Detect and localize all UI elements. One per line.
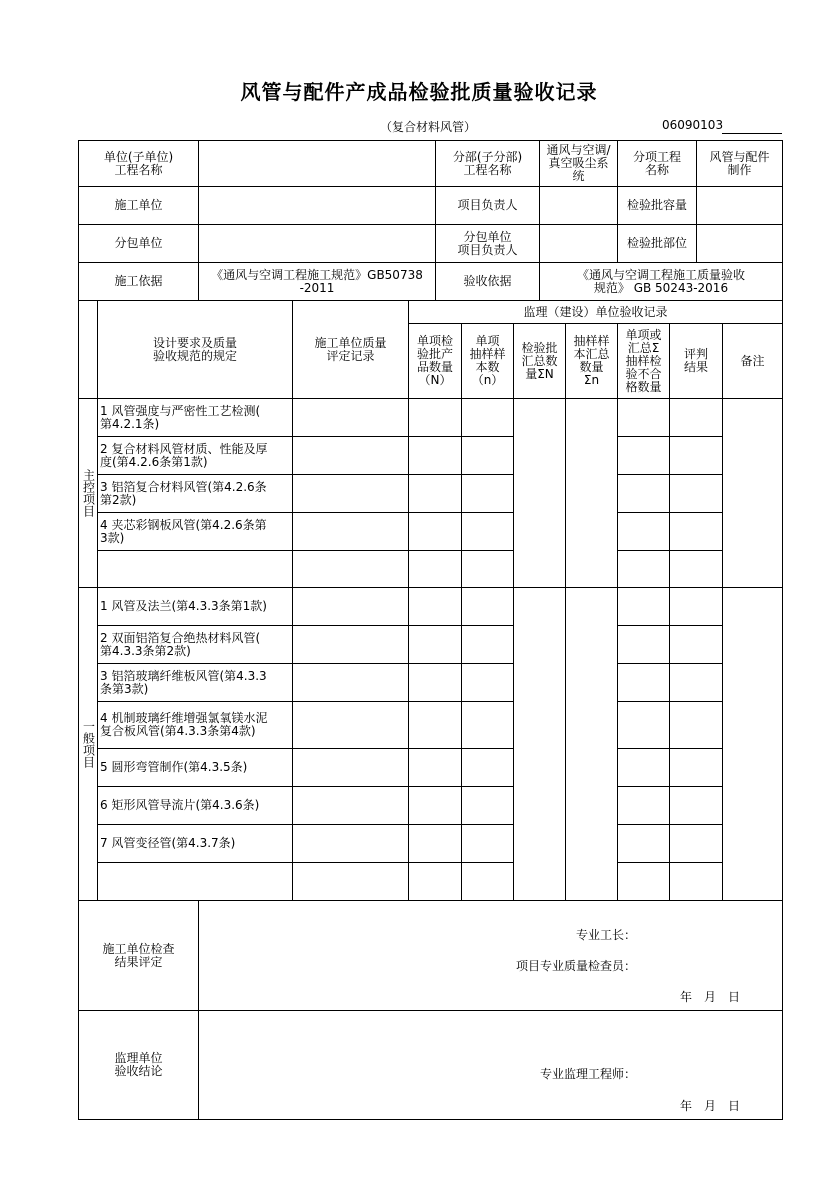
remark-field[interactable] <box>722 587 783 901</box>
fail-count-field[interactable] <box>617 587 670 626</box>
contractor-record-field[interactable] <box>292 862 409 901</box>
result-field[interactable] <box>669 701 723 749</box>
header-col-fail: 单项或 汇总Σ 抽样检 验不合 格数量 <box>617 323 670 399</box>
batch-quantity-field[interactable] <box>408 824 462 863</box>
batch-quantity-field[interactable] <box>408 398 462 437</box>
requirement-item: 7 风管变径管(第4.3.7条) <box>97 824 293 863</box>
result-field[interactable] <box>669 587 723 626</box>
sum-N-field[interactable] <box>513 398 566 588</box>
contractor-record-field[interactable] <box>292 701 409 749</box>
sample-count-field[interactable] <box>461 625 514 664</box>
acceptance-basis-label: 验收依据 <box>435 262 540 301</box>
foreman-label: 专业工长： <box>575 928 636 942</box>
fail-count-field[interactable] <box>617 550 670 588</box>
fail-count-field[interactable] <box>617 663 670 702</box>
batch-quantity-field[interactable] <box>408 625 462 664</box>
fail-count-field[interactable] <box>617 701 670 749</box>
batch-location-field[interactable] <box>696 224 783 263</box>
header-col-remark: 备注 <box>722 323 783 399</box>
subitem-name-label: 分项工程 名称 <box>617 140 697 187</box>
supervision-header: 监理（建设）单位验收记录 <box>408 300 783 324</box>
header-col-N: 单项检 验批产 品数量 （N） <box>408 323 462 399</box>
subcontractor-field[interactable] <box>198 224 436 263</box>
fail-count-field[interactable] <box>617 474 670 513</box>
batch-quantity-field[interactable] <box>408 587 462 626</box>
general-label: 一般项目 <box>78 587 98 901</box>
result-field[interactable] <box>669 474 723 513</box>
construction-basis-label: 施工依据 <box>78 262 199 301</box>
contractor-record-field[interactable] <box>292 436 409 475</box>
batch-quantity-field[interactable] <box>408 786 462 825</box>
form-code: 06090103 <box>662 118 724 132</box>
fail-count-field[interactable] <box>617 436 670 475</box>
batch-quantity-field[interactable] <box>408 512 462 551</box>
batch-capacity-field[interactable] <box>696 186 783 225</box>
contractor-record-field[interactable] <box>292 824 409 863</box>
construction-basis-field[interactable]: 《通风与空调工程施工规范》GB50738 -2011 <box>198 262 436 301</box>
sample-count-field[interactable] <box>461 436 514 475</box>
header-col-sumn: 抽样样 本汇总 数量 Σn <box>565 323 618 399</box>
requirement-item: 4 夹芯彩钢板风管(第4.2.6条第 3款) <box>97 512 293 551</box>
requirements-header: 设计要求及质量 验收规范的规定 <box>97 300 293 399</box>
project-manager-label: 项目负责人 <box>435 186 540 225</box>
result-field[interactable] <box>669 625 723 664</box>
supervisor-date-label: 年 月 日 <box>680 1099 741 1113</box>
header-col-result: 评判 结果 <box>669 323 723 399</box>
fail-count-field[interactable] <box>617 862 670 901</box>
sample-count-field[interactable] <box>461 512 514 551</box>
header-col-n: 单项 抽样样 本数 （n） <box>461 323 514 399</box>
fail-count-field[interactable] <box>617 824 670 863</box>
sample-count-field[interactable] <box>461 663 514 702</box>
sample-count-field[interactable] <box>461 862 514 901</box>
requirement-item <box>97 862 293 901</box>
sub-project-manager-field[interactable] <box>539 224 618 263</box>
batch-location-label: 检验批部位 <box>617 224 697 263</box>
requirement-item: 1 风管强度与严密性工艺检测( 第4.2.1条) <box>97 398 293 437</box>
contractor-label: 施工单位 <box>78 186 199 225</box>
fail-count-field[interactable] <box>617 398 670 437</box>
fail-count-field[interactable] <box>617 748 670 787</box>
division-name-field[interactable]: 通风与空调/ 真空吸尘系 统 <box>539 140 618 187</box>
main-control-label: 主控项目 <box>78 398 98 588</box>
result-field[interactable] <box>669 512 723 551</box>
contractor-record-field[interactable] <box>292 398 409 437</box>
requirement-item <box>97 550 293 588</box>
subcontractor-label: 分包单位 <box>78 224 199 263</box>
requirement-item: 3 铝箔复合材料风管(第4.2.6条 第2款) <box>97 474 293 513</box>
batch-quantity-field[interactable] <box>408 663 462 702</box>
quality-inspector-label: 项目专业质量检查员： <box>515 959 636 973</box>
contractor-check-label: 施工单位检查 结果评定 <box>78 900 199 1011</box>
form-subtitle: （复合材料风管） <box>380 120 477 134</box>
sub-project-manager-label: 分包单位 项目负责人 <box>435 224 540 263</box>
result-field[interactable] <box>669 824 723 863</box>
requirement-item: 4 机制玻璃纤维增强氯氧镁水泥 复合板风管(第4.3.3条第4款) <box>97 701 293 749</box>
side-label-header <box>78 300 98 399</box>
remark-field[interactable] <box>722 398 783 588</box>
result-field[interactable] <box>669 663 723 702</box>
result-field[interactable] <box>669 748 723 787</box>
contractor-record-field[interactable] <box>292 512 409 551</box>
batch-quantity-field[interactable] <box>408 862 462 901</box>
sum-N-field[interactable] <box>513 587 566 901</box>
form-code-blank[interactable] <box>722 133 782 134</box>
project-manager-field[interactable] <box>539 186 618 225</box>
sample-count-field[interactable] <box>461 786 514 825</box>
contractor-record-field[interactable] <box>292 550 409 588</box>
supervisor-check-label: 监理单位 验收结论 <box>78 1010 199 1120</box>
sample-count-field[interactable] <box>461 474 514 513</box>
requirement-item: 3 铝箔玻璃纤维板风管(第4.3.3 条第3款) <box>97 663 293 702</box>
contractor-record-field[interactable] <box>292 748 409 787</box>
sum-n-field[interactable] <box>565 587 618 901</box>
sample-count-field[interactable] <box>461 701 514 749</box>
batch-quantity-field[interactable] <box>408 748 462 787</box>
sample-count-field[interactable] <box>461 824 514 863</box>
sample-count-field[interactable] <box>461 550 514 588</box>
subitem-name-field[interactable]: 风管与配件 制作 <box>696 140 783 187</box>
requirement-item: 1 风管及法兰(第4.3.3条第1款) <box>97 587 293 626</box>
acceptance-basis-field[interactable]: 《通风与空调工程施工质量验收 规范》 GB 50243-2016 <box>539 262 783 301</box>
header-col-sumN: 检验批 汇总数 量ΣN <box>513 323 566 399</box>
unit-name-label: 单位(子单位) 工程名称 <box>78 140 199 187</box>
batch-quantity-field[interactable] <box>408 550 462 588</box>
result-field[interactable] <box>669 550 723 588</box>
form-title: 风管与配件产成品检验批质量验收记录 <box>240 80 598 104</box>
contractor-record-field[interactable] <box>292 786 409 825</box>
contractor-date-label: 年 月 日 <box>680 990 741 1004</box>
contractor-record-field[interactable] <box>292 587 409 626</box>
requirement-item: 2 双面铝箔复合绝热材料风管( 第4.3.3条第2款) <box>97 625 293 664</box>
result-field[interactable] <box>669 786 723 825</box>
requirement-item: 6 矩形风管导流片(第4.3.6条) <box>97 786 293 825</box>
sample-count-field[interactable] <box>461 398 514 437</box>
result-field[interactable] <box>669 398 723 437</box>
batch-quantity-field[interactable] <box>408 474 462 513</box>
supervising-engineer-label: 专业监理工程师： <box>539 1067 636 1081</box>
fail-count-field[interactable] <box>617 625 670 664</box>
fail-count-field[interactable] <box>617 512 670 551</box>
result-field[interactable] <box>669 436 723 475</box>
contractor-record-field[interactable] <box>292 663 409 702</box>
sum-n-field[interactable] <box>565 398 618 588</box>
contractor-record-field[interactable] <box>292 625 409 664</box>
unit-name-field[interactable] <box>198 140 436 187</box>
contractor-record-header: 施工单位质量 评定记录 <box>292 300 409 399</box>
requirement-item: 2 复合材料风管材质、性能及厚 度(第4.2.6条第1款) <box>97 436 293 475</box>
sample-count-field[interactable] <box>461 587 514 626</box>
batch-quantity-field[interactable] <box>408 436 462 475</box>
result-field[interactable] <box>669 862 723 901</box>
batch-capacity-label: 检验批容量 <box>617 186 697 225</box>
fail-count-field[interactable] <box>617 786 670 825</box>
contractor-record-field[interactable] <box>292 474 409 513</box>
requirement-item: 5 圆形弯管制作(第4.3.5条) <box>97 748 293 787</box>
contractor-field[interactable] <box>198 186 436 225</box>
division-name-label: 分部(子分部) 工程名称 <box>435 140 540 187</box>
sample-count-field[interactable] <box>461 748 514 787</box>
batch-quantity-field[interactable] <box>408 701 462 749</box>
